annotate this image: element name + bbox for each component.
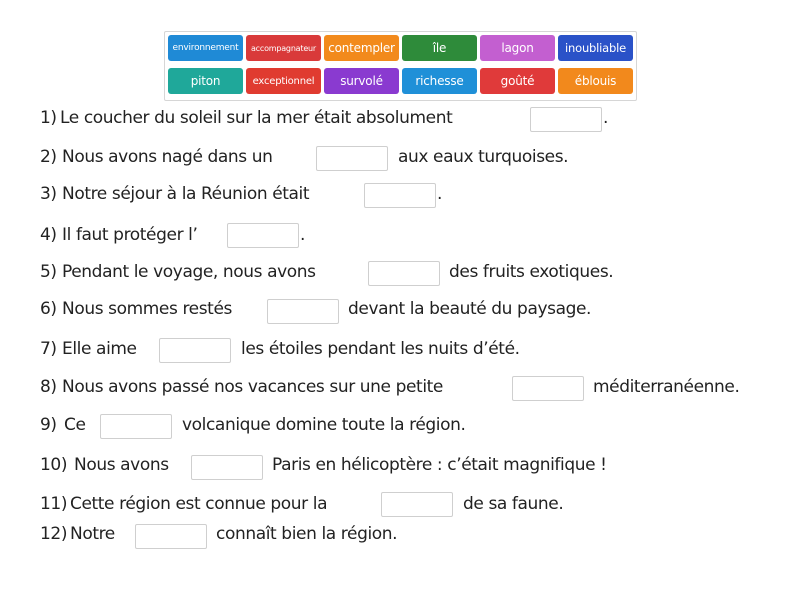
sentence-number: 3) bbox=[40, 184, 57, 204]
sentence-text-after: des fruits exotiques. bbox=[449, 262, 614, 282]
sentence-text-after: de sa faune. bbox=[463, 494, 564, 514]
sentence-text-before: Le coucher du soleil sur la mer était absolument bbox=[60, 108, 453, 128]
sentence-number: 1) bbox=[40, 108, 57, 128]
sentence-text-before: Notre bbox=[70, 524, 115, 544]
sentence-text-after: devant la beauté du paysage. bbox=[348, 299, 592, 319]
sentence-text-before: Cette région est connue pour la bbox=[70, 494, 328, 514]
word-tile[interactable]: survolé bbox=[324, 68, 399, 94]
sentence-number: 12) bbox=[40, 524, 68, 544]
sentence-text-after: . bbox=[437, 184, 443, 204]
sentence-number: 2) bbox=[40, 147, 57, 167]
sentence-text-before: Ce bbox=[64, 415, 86, 435]
sentence-number: 4) bbox=[40, 225, 57, 245]
word-tile[interactable]: environnement bbox=[168, 35, 243, 61]
word-tile[interactable]: goûté bbox=[480, 68, 555, 94]
answer-blank-9[interactable] bbox=[100, 414, 172, 439]
sentence-text-after: méditerranéenne. bbox=[593, 377, 740, 397]
word-tile[interactable]: éblouis bbox=[558, 68, 633, 94]
answer-blank-7[interactable] bbox=[159, 338, 231, 363]
sentence-text-after: . bbox=[300, 225, 306, 245]
sentence-text-after: Paris en hélicoptère : c’était magnifique ! bbox=[272, 455, 607, 475]
word-tile[interactable]: inoubliable bbox=[558, 35, 633, 61]
answer-blank-10[interactable] bbox=[191, 455, 263, 480]
sentence-text-before: Notre séjour à la Réunion était bbox=[62, 184, 310, 204]
sentence-text-before: Nous avons passé nos vacances sur une petite bbox=[62, 377, 443, 397]
sentence-number: 10) bbox=[40, 455, 68, 475]
answer-blank-1[interactable] bbox=[530, 107, 602, 132]
sentence-text-before: Nous sommes restés bbox=[62, 299, 232, 319]
answer-blank-3[interactable] bbox=[364, 183, 436, 208]
answer-blank-11[interactable] bbox=[381, 492, 453, 517]
word-tile[interactable]: contempler bbox=[324, 35, 399, 61]
word-tile[interactable]: île bbox=[402, 35, 477, 61]
answer-blank-6[interactable] bbox=[267, 299, 339, 324]
sentence-number: 6) bbox=[40, 299, 57, 319]
sentence-text-before: Nous avons nagé dans un bbox=[62, 147, 273, 167]
sentence-number: 9) bbox=[40, 415, 57, 435]
sentence-text-before: Elle aime bbox=[62, 339, 137, 359]
answer-blank-8[interactable] bbox=[512, 376, 584, 401]
sentence-number: 5) bbox=[40, 262, 57, 282]
word-tile[interactable]: lagon bbox=[480, 35, 555, 61]
sentence-text-after: aux eaux turquoises. bbox=[398, 147, 569, 167]
word-tile[interactable]: richesse bbox=[402, 68, 477, 94]
word-tile[interactable]: exceptionnel bbox=[246, 68, 321, 94]
answer-blank-12[interactable] bbox=[135, 524, 207, 549]
word-tile[interactable]: accompagnateur bbox=[246, 35, 321, 61]
word-tile[interactable]: piton bbox=[168, 68, 243, 94]
sentence-number: 8) bbox=[40, 377, 57, 397]
sentence-text-before: Pendant le voyage, nous avons bbox=[62, 262, 316, 282]
word-bank bbox=[164, 31, 637, 101]
sentence-text-after: les étoiles pendant les nuits d’été. bbox=[241, 339, 520, 359]
sentence-text-after: volcanique domine toute la région. bbox=[182, 415, 466, 435]
sentence-text-after: connaît bien la région. bbox=[216, 524, 398, 544]
sentence-text-before: Il faut protéger l’ bbox=[62, 225, 198, 245]
answer-blank-4[interactable] bbox=[227, 223, 299, 248]
sentence-number: 11) bbox=[40, 494, 68, 514]
sentence-number: 7) bbox=[40, 339, 57, 359]
answer-blank-5[interactable] bbox=[368, 261, 440, 286]
sentence-text-before: Nous avons bbox=[74, 455, 169, 475]
answer-blank-2[interactable] bbox=[316, 146, 388, 171]
sentence-text-after: . bbox=[603, 108, 609, 128]
